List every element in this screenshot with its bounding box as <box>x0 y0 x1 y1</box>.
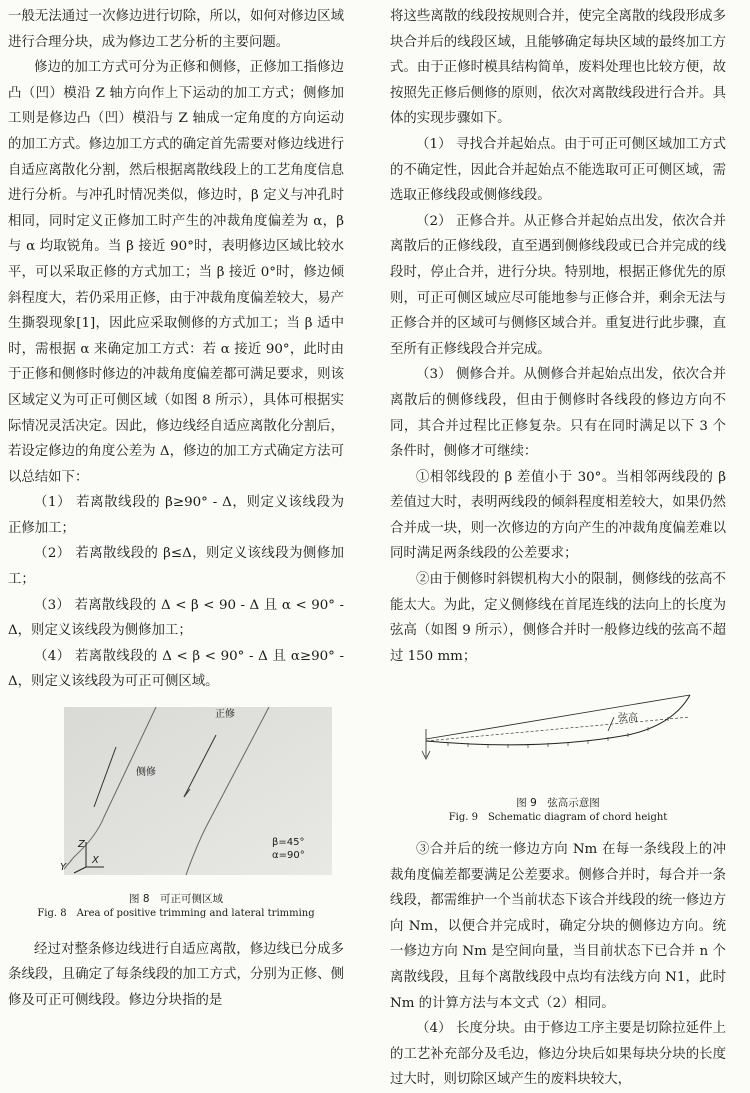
condition-1: ①相邻线段的 β 差值小于 30°。当相邻两线段的 β 差值过大时，表明两线段的倾斜程度相差较大，如果仍然合并成一块，则一次修边的方向产生的冲裁角度偏差难以同时满足两条线段的公差要求； <box>390 469 731 562</box>
figure-9-caption-en: Fig. 9 Schematic diagram of chord height <box>448 812 668 824</box>
list-item: （3） 若离散线段的 Δ < β < 90 - Δ 且 α < 90° - Δ，则定义该线段为侧修加工； <box>8 597 349 639</box>
fig8-label-zhengxiu: 正修 <box>215 709 235 721</box>
paragraph: 一般无法通过一次修边进行切除，所以，如何对修边区域进行合理分块，成为修边工艺分析的主要问题。 <box>8 9 344 50</box>
paragraph: （4） 长度分块。由于修边工序主要是切除拉延件上的工艺补充部分及毛边，修边分块后如果每块分块的长度过大时，则切除区域产生的废料块较大， <box>390 1021 726 1088</box>
list-item: （4） 若离散线段的 Δ < β < 90° - Δ 且 α≥90° - Δ，则定义该线段为可正可侧区域。 <box>8 648 349 690</box>
condition-2: ②由于侧修时斜锲机构大小的限制，侧修线的弦高不能太大。为此，定义侧修线在首尾连线的法向上的长度为弦高（如图 9 所示），侧修合并时一般修边线的弦高不超过 150 mm； <box>390 572 726 664</box>
fig8-label-cexiu: 侧修 <box>136 767 156 779</box>
paragraph: （1） 寻找合并起始点。由于可正可侧区域加工方式的不确定性，因此合并起始点不能选取可正可侧区域，需选取正修线段或侧修线段。 <box>390 136 726 204</box>
paragraph: （2） 正修合并。从正修合并起始点出发，依次合并离散后的正修线段，直至遇到侧修线段或已合并完成的线段时，停止合并，进行分块。特别地，根据正修优先的原则，可正可侧区域应尽可能地参与正修合并，剩余无法与正修合并的区域可与侧修区域合并。重复进行此步骤，直至所有正修线段合并完成。 <box>390 213 726 357</box>
left-column <box>8 4 349 1013</box>
paragraph: 经过对整条修边线进行自适应离散，修边线已分成多条线段，且确定了每条线段的加工方式，分别为正修、侧修及可正可侧线段。修边分块指的是 <box>8 941 344 1008</box>
fig8-axis-y: Y <box>60 862 67 874</box>
paragraph: 修边的加工方式可分为正修和侧修，正修加工指修边凸（凹）模沿 Z 轴方向作上下运动的加工方式；侧修加工则是修边凸（凹）模沿与 Z 轴成一定角度的方向运动的加工方式。修边加工方式的确定首先需要对修边线进行自适应离散化分割，然后根据离散线段上的工艺角度信息进行分析。与冲孔时情况类似，修边时，β 定义与冲孔时相同，同时定义正修加工时产生的冲裁角度偏差为 α，β 与 α 均取锐角。当 β 接近 90°时，表明修边区域比较水平，可以采取正修的方式加工；当 β 接近 0°时，修边倾斜程度大，若仍采用正修，由于冲裁角度偏差较大，易产生撕裂现象[1]，因此应采取侧修的方式加工；当 β 适中时，需根据 α 来确定加工方式：若 α 接近 90°，此时由于正修和侧修时修边的冲裁角度偏差都可满足要求，则该区域定义为可正可侧区域（如图 8 所示），具体可根据实际情况灵活决定。因此，修边线经自适应离散化分割后，若设定修边的角度公差为 Δ，修边的加工方式确定方法可以总结如下： <box>8 60 349 485</box>
figure-9-caption-cn: 图 9 弦高示意图 <box>516 797 600 810</box>
fig8-axis-z: Z <box>78 839 85 851</box>
figure-8-caption-en: Fig. 8 Area of positive trimming and lateral trimming <box>37 907 315 919</box>
figure-9 <box>390 669 726 825</box>
fig9-label: 弦高 <box>618 713 638 725</box>
paragraph: 将这些离散的线段按规则合并，使完全离散的线段形成多块合并后的线段区域，且能够确定每块区域的最终加工方式。由于正修时模具结构简单，废料处理也比较方便，故按照先正修后侧修的原则，依次对离散线段进行合并。具体的实现步骤如下。 <box>390 9 726 127</box>
figure-8 <box>8 695 344 921</box>
right-column <box>390 4 731 1093</box>
figure-9-image <box>418 687 708 777</box>
fig8-alpha: α=90° <box>272 850 305 862</box>
figure-8-caption-cn: 图 8 可正可侧区域 <box>128 892 224 905</box>
list-item: （2） 若离散线段的 β≤Δ，则定义该线段为侧修加工； <box>8 546 344 588</box>
condition-3: ③合并后的统一修边方向 Nm 在每一条线段上的冲裁角度偏差都要满足公差要求。侧修合并时，每合并一条线段，都需维护一个当前状态下该合并线段的统一修边方向 Nm，以便合并完成时，确定分块的侧修边方向。统一修边方向 Nm 是空间向量，当目前状态下已合并 n 个离散线段，且每个离散线段中点均有法线方向 N1，此时 Nm 的计算方法与本文式（2）相同。 <box>390 842 731 1011</box>
paragraph: （3） 侧修合并。从侧修合并起始点出发，依次合并离散后的侧修线段，但由于侧修时各线段的修边方向不同，其合并过程比正修复杂。只有在同时满足以下 3 个条件时，侧修才可继续： <box>390 367 726 460</box>
list-item: （1） 若离散线段的 β≥90° - Δ，则定义该线段为正修加工； <box>8 495 344 536</box>
fig8-axis-x: X <box>92 855 99 867</box>
fig8-beta: β=45° <box>272 837 305 849</box>
